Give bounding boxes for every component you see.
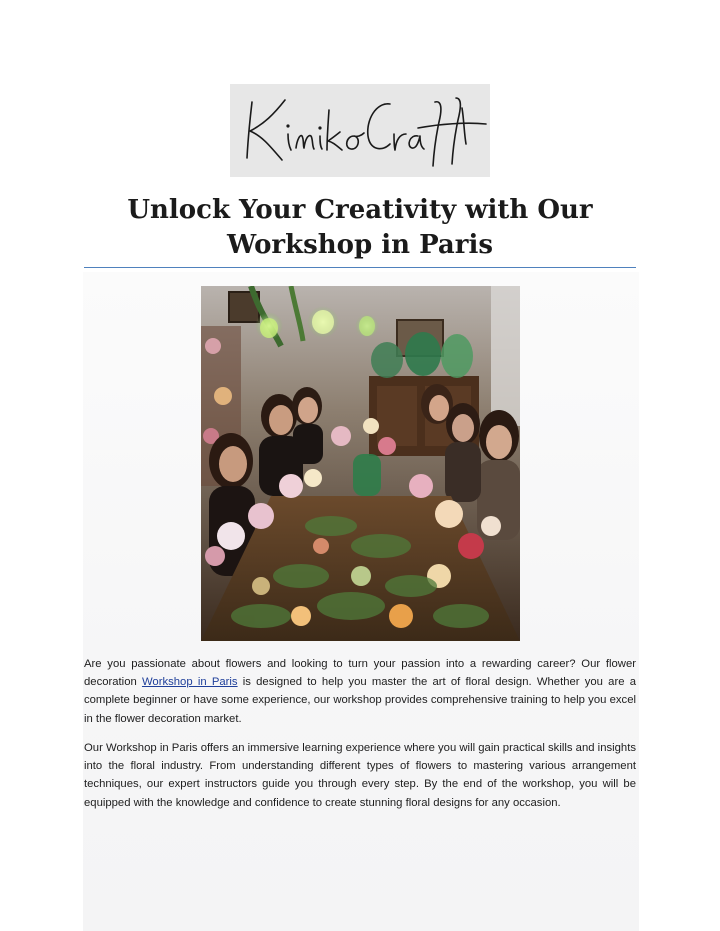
page-title [84,193,636,263]
page-title-line-1: Unlock Your Creativity with Our [127,195,593,225]
brand-logo [230,84,490,177]
workshop-in-paris-link[interactable]: Workshop in Paris [141,676,238,689]
intro-text-after-link: is designed to help you master the art of floral design. Whether you are a complete beginner or have some experience, our workshop provides comprehensive training to help you excel in the flower decoration market. [84,676,636,725]
page-title-line-2: Workshop in Paris [227,230,493,260]
details-paragraph: Our Workshop in Paris offers an immersive learning experience where you will gain practical skills and insights into the floral industry. From understanding different types of flowers to mastering various arrangement techniques, our expert instructors guide you through every step. By the end of the workshop, you will be equipped with the knowledge and confidence to create stunning floral designs for any occasion. [84,742,636,809]
logo-script-graphic [230,84,490,177]
intro-paragraph [84,655,636,728]
workshop-photo [201,286,520,641]
title-divider [84,267,636,268]
intro-text-before-link: Are you passionate about flowers and looking to turn your passion into a rewarding career? Our flower decoration [84,658,636,689]
